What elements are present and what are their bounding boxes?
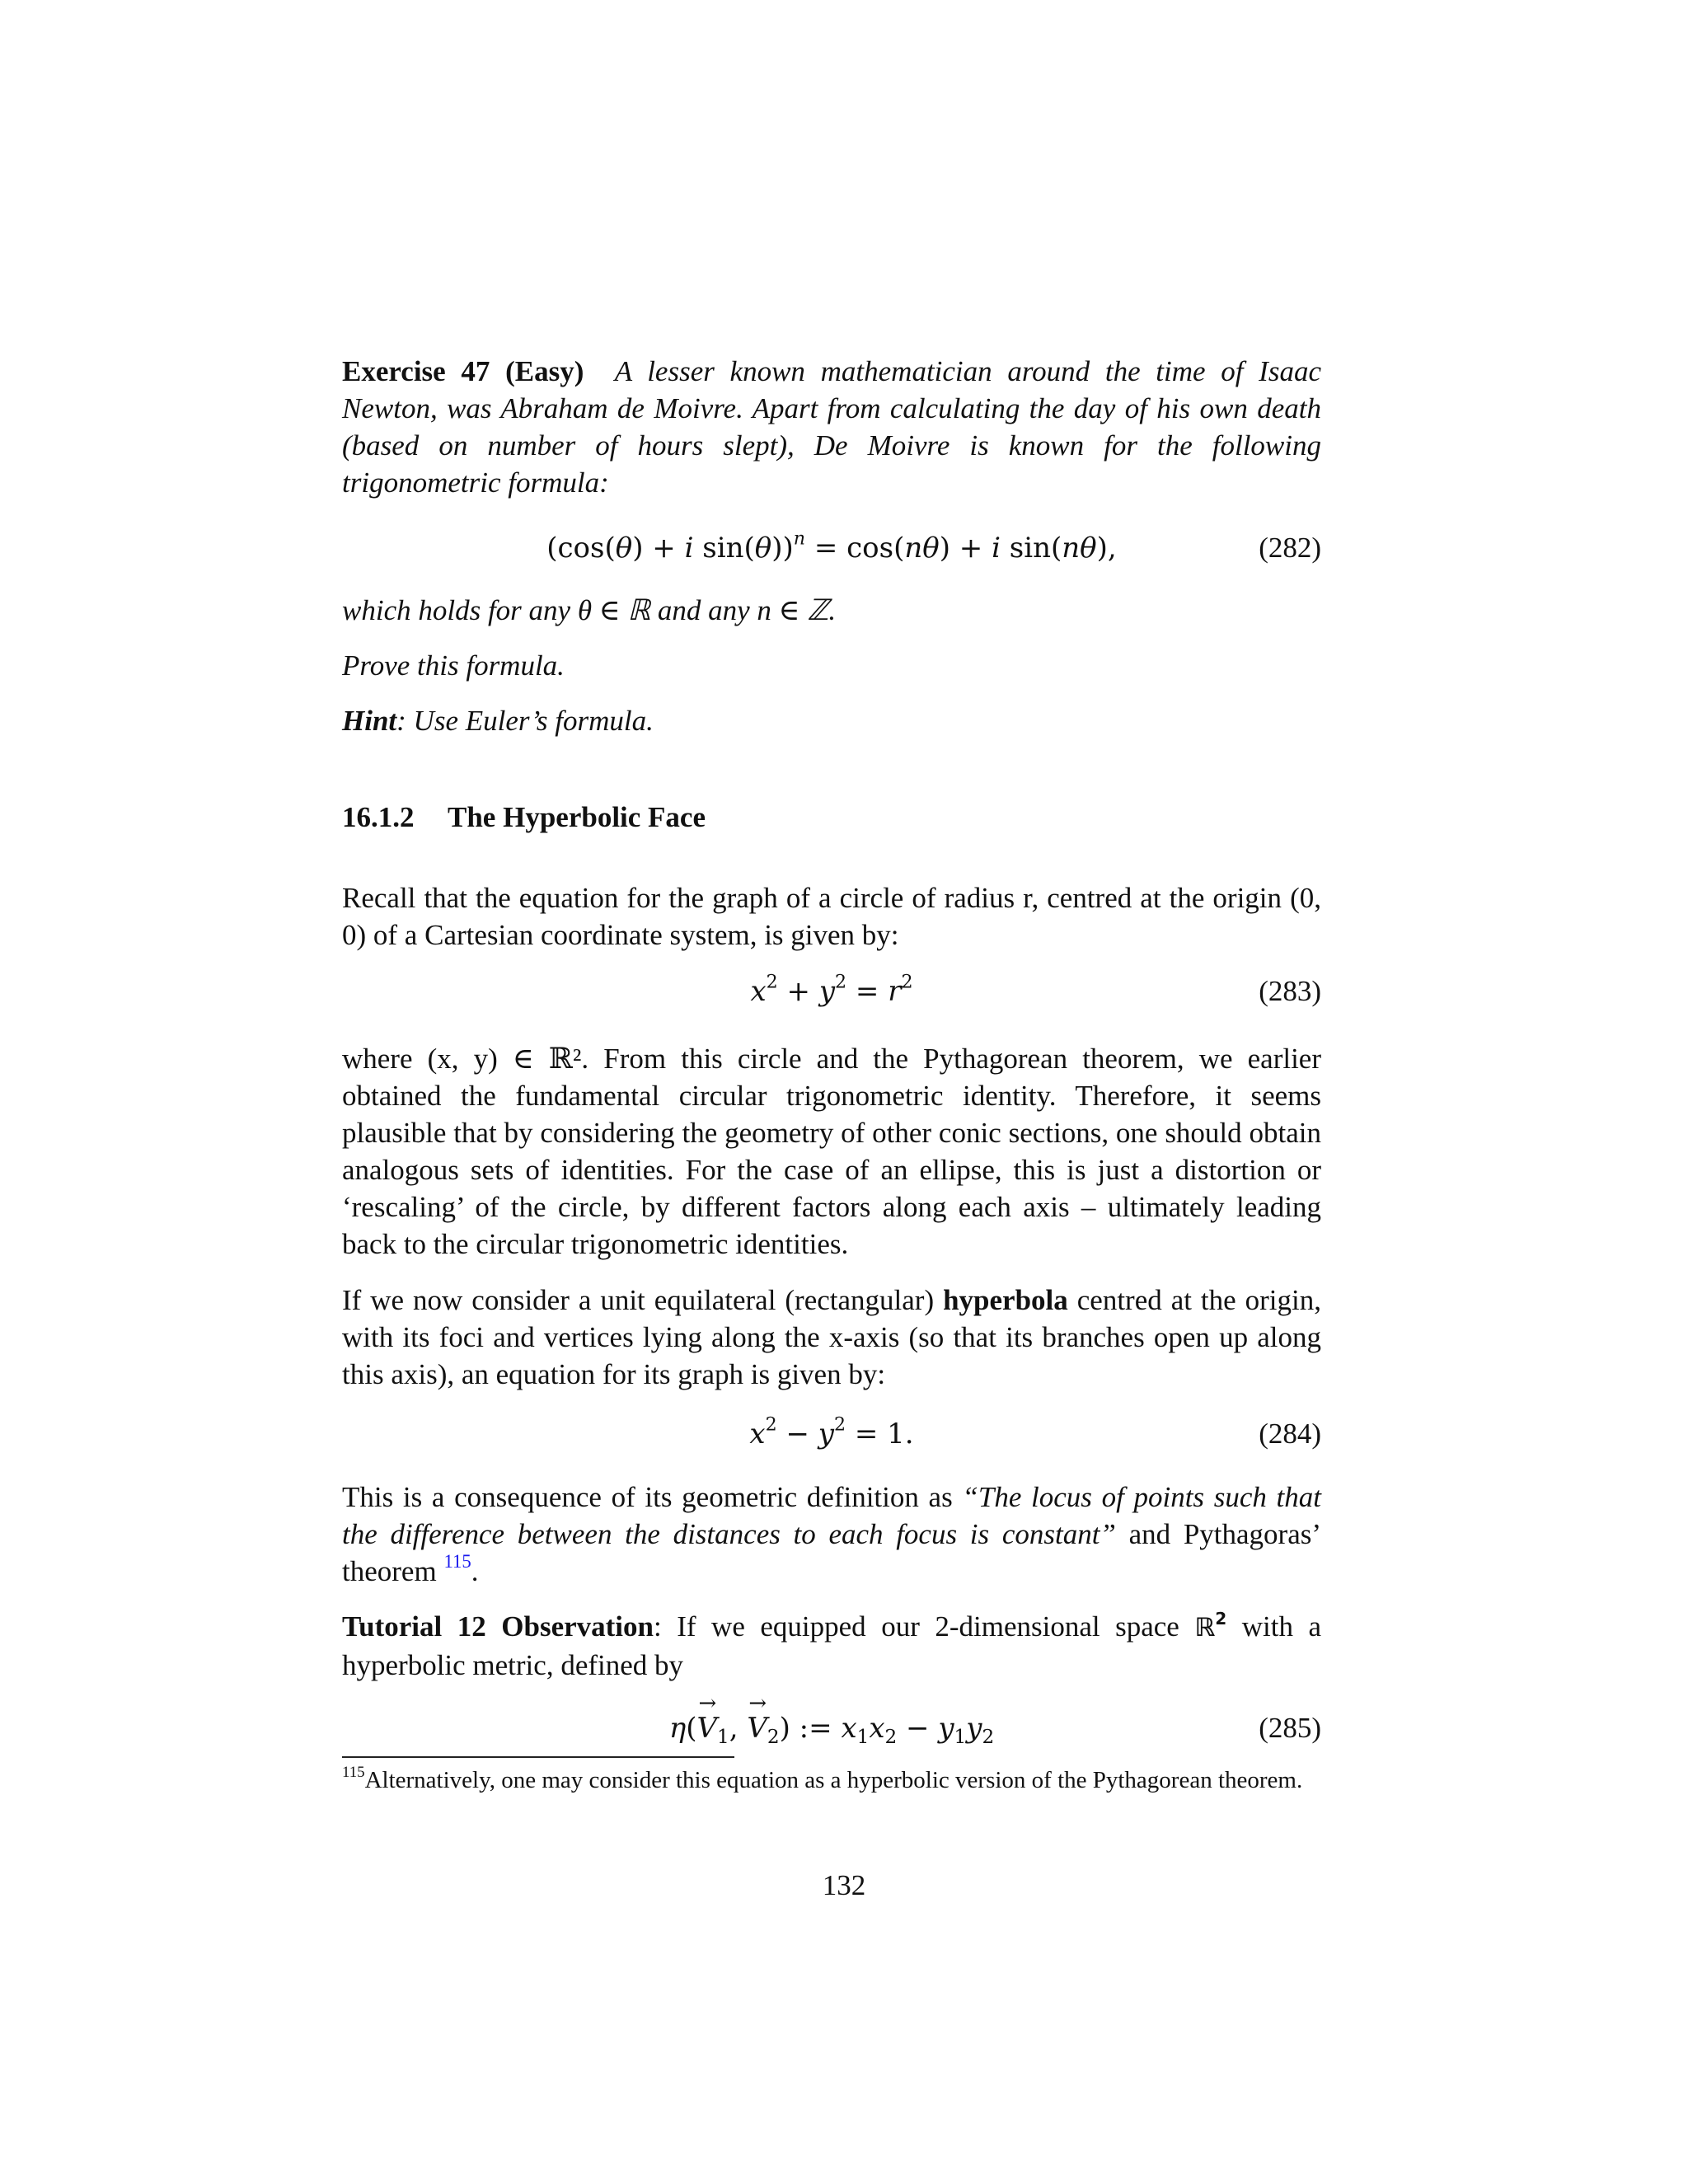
equation-282-body: (cos(θ) + i sin(θ))$^n$ = cos(nθ) + i sin(nθ), [546,527,1117,565]
tutorial-text-a: : If we equipped our 2-dimensional space [654,1610,1179,1643]
exercise-label: Exercise 47 (Easy) [342,355,584,387]
equation-282 [342,527,1321,569]
tutorial-text-b: with a hyperbolic metric, defined by [342,1610,1322,1681]
tutorial-label: Tutorial 12 Observation [342,1610,654,1643]
page-number: 132 [822,1869,866,1901]
paragraph-identities [342,1040,1321,1263]
equation-285 [342,1708,1321,1749]
section-heading [342,801,706,834]
paragraph-locus-text-b: and Pythagoras’ theorem [342,1518,1322,1587]
equation-284-body: $x^2 - y^2 = 1$. [749,1413,914,1451]
paragraph-hyperbola-text-a: If we now consider a unit equilateral (rectangular) [342,1284,935,1316]
paragraph-tutorial [342,1608,1321,1684]
exercise-hint [342,702,1321,739]
exercise-paragraph [342,353,1321,501]
paragraph-hyperbola-text-b: centred at the origin, with its foci and vertices lying along the x-axis (so that its branches open up along this axis), an equation for its graph is given by: [342,1284,1321,1390]
equation-285-body: $\eta(\to V_1$, → $V_2$) := $x_1x_2 - y_1y_2$ [342,1708,1321,1749]
section-title: The Hyperbolic Face [448,801,706,833]
locus-quote: “The locus of points such that the difference between the distances to each focus is constant” [342,1481,1322,1550]
footnote-rule [342,1756,734,1758]
paragraph-hyperbola [342,1282,1321,1393]
equation-283 [342,971,1321,1012]
section-number: 16.1.2 [342,801,415,833]
exercise-prove: Prove this formula. [342,649,565,682]
term-hyperbola: hyperbola [943,1284,1068,1316]
equation-number: (282) [1259,532,1321,564]
equation-number: (284) [1259,1418,1321,1450]
paragraph-circle: Recall that the equation for the graph of a circle of radius r, centred at the origin (0, 0) of a Cartesian coordinate system, is given by: [342,882,1321,951]
paragraph-locus: This is a consequence of its geometric definition as “The locus of points such that the difference between the distances to each focus is constant” and Pythagoras’ theorem $^{115}$. [342,1481,1322,1587]
footnote-mark: 115 [342,1763,365,1781]
exercise-text: A lesser known mathematician around the time of Isaac Newton, was Abraham de Moivre. Apart from calculating the day of his own death (based on number of hours slept), De Moivre is known for the following trigonometric formula: [342,355,1321,499]
hint-text: : Use Euler’s formula. [396,705,654,737]
equation-283-body: $x^2 + y^2 = r^2$ [750,971,913,1008]
paragraph-locus-text-a: This is a consequence of its geometric definition as [342,1481,953,1513]
equation-number: (283) [1259,975,1321,1007]
reals-squared-symbol: ℝ$^2$ [1194,1608,1227,1643]
paragraph-identities-text: From this circle and the Pythagorean theorem, we earlier obtained the fundamental circular trigonometric identity. Therefore, it seems plausible that by considering the geometry of other conic sections, one should obtain analogous sets of identities. For the case of an ellipse, this is just a distortion or ‘rescaling’ of the circle, by different factors along each axis – ultimately leading back to the circular trigonometric identities. [342,1043,1321,1260]
equation-284 [342,1413,1321,1455]
footnote [342,1764,1321,1797]
exercise-condition: which holds for any θ ∈ ℝ and any n ∈ ℤ. [342,594,837,626]
where-clause: where (x, y) ∈ ℝ². [342,1043,589,1075]
hint-label: Hint [342,705,397,737]
footnote-ref-link[interactable]: 115 [443,1551,471,1572]
equation-number: (285) [1259,1712,1321,1744]
footnote-text: Alternatively, one may consider this equation as a hyperbolic version of the Pythagorean theorem. [364,1767,1303,1793]
